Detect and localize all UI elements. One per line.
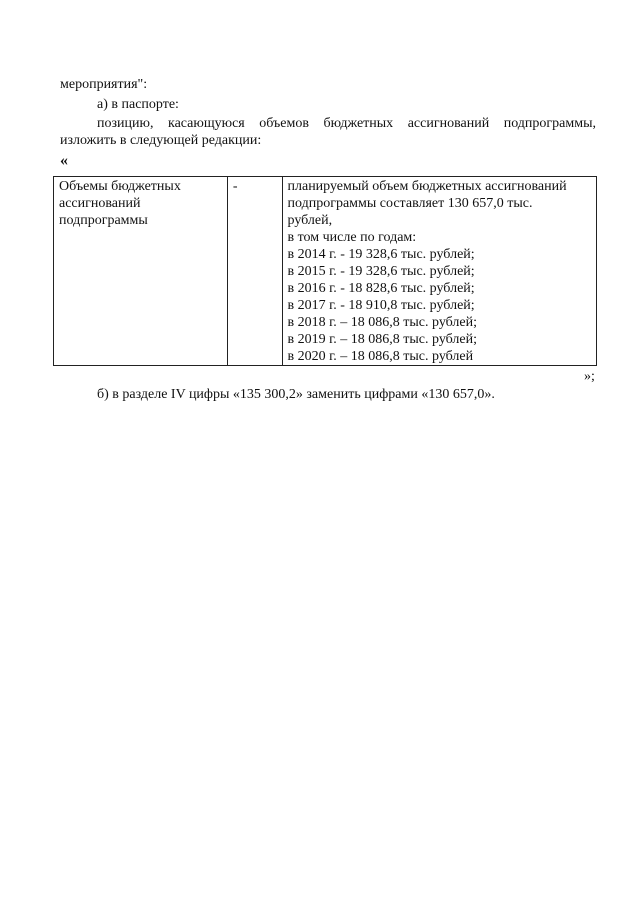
intro-line-3: позицию, касающуюся объемов бюджетных ассигнований подпрограммы, [97, 116, 596, 131]
closing-quote: »; [584, 369, 595, 384]
cell-line: в 2017 г. - 18 910,8 тыс. рублей; [287, 298, 475, 313]
cell-line: в 2014 г. - 19 328,6 тыс. рублей; [287, 247, 475, 262]
table-cell-value [282, 177, 597, 366]
cell-line: в том числе по годам: [287, 230, 417, 245]
intro-line-1: мероприятия": [60, 77, 148, 92]
cell-line: подпрограммы составляет 130 657,0 тыс. [287, 196, 533, 211]
cell-line: рублей, [287, 213, 333, 228]
cell-line: Объемы бюджетных [59, 179, 181, 194]
item-b: б) в разделе IV цифры «135 300,2» заменить цифрами «130 657,0». [97, 387, 495, 402]
intro-item-a: а) в паспорте: [97, 97, 179, 112]
cell-line: в 2016 г. - 18 828,6 тыс. рублей; [287, 281, 475, 296]
cell-line: в 2015 г. - 19 328,6 тыс. рублей; [287, 264, 475, 279]
intro-line-4: изложить в следующей редакции: [60, 133, 262, 148]
cell-line: в 2020 г. – 18 086,8 тыс. рублей [287, 349, 474, 364]
table-row [54, 177, 597, 366]
cell-line: в 2018 г. – 18 086,8 тыс. рублей; [287, 315, 477, 330]
opening-quote: « [60, 152, 68, 169]
budget-table [53, 176, 597, 366]
table-cell-label [54, 177, 228, 366]
cell-line: подпрограммы [59, 213, 148, 228]
cell-line: в 2019 г. – 18 086,8 тыс. рублей; [287, 332, 477, 347]
table-cell-dash [227, 177, 282, 366]
cell-line: - [232, 179, 238, 194]
cell-line: ассигнований [59, 196, 141, 211]
cell-line: планируемый объем бюджетных ассигнований [287, 179, 567, 194]
